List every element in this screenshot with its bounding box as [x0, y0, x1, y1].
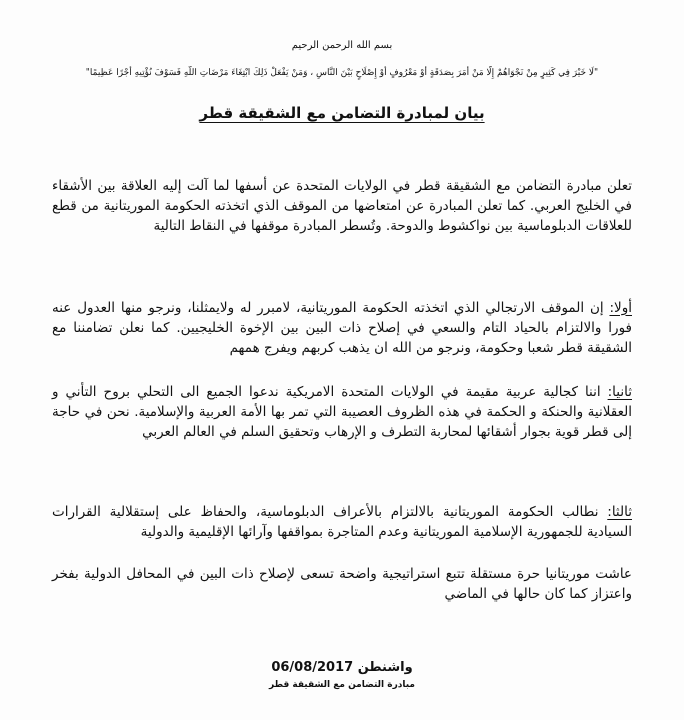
document-title-text: بيان لمبادرة التضامن مع الشقيقة قطر: [199, 104, 485, 122]
place-and-date: واشنطن 06/08/2017: [271, 660, 413, 675]
basmala: بسم الله الرحمن الرحيم: [291, 40, 393, 51]
point-second-label: ثانيا:: [607, 383, 632, 400]
point-second-text: اننا كجالية عربية مقيمة في الولايات المتحدة الامريكية ندعوا الجميع الى التحلي بروح التأني و العقلانية والحنكة و الحكمة في هذه الظروف العصيبة التي تمر بها الأمة العربية والإسلامية. نحن في حاجة إلى قطر قوية بجوار أشقائها لمحاربة التطرف و الإرهاب وتحقيق السلم في العالم العربي: [52, 383, 632, 440]
point-first: [52, 298, 632, 358]
closing-paragraph: عاشت موريتانيا حرة مستقلة تتبع استراتيجية واضحة تسعى لإصلاح ذات البين في المحافل الدولية بفخر واعتزاز كما كان حالها في الماضي: [52, 565, 632, 602]
point-third-text: نطالب الحكومة الموريتانية بالالتزام بالأعراف الدبلوماسية، والحفاظ على إستقلالية القرارات السيادية للجمهورية الإسلامية الموريتانية وعدم المتاجرة بمواقفها وآرائها الإقليمية والدولية: [52, 503, 632, 540]
point-third-label: ثالثا:: [607, 503, 632, 520]
point-first-label: أولا:: [609, 299, 632, 316]
document-title: [0, 104, 684, 122]
point-second: [52, 382, 632, 442]
point-third: [52, 502, 632, 542]
intro-paragraph: تعلن مبادرة التضامن مع الشقيقة قطر في الولايات المتحدة عن أسفها لما آلت إليه العلاقة بين الأشقاء في الخليج العربي. كما تعلن المبادرة عن امتعاضها من الموقف الذي اتخذته الحكومة الموريتانية من قطع للعلاقات الدبلوماسية بين نواكشوط والدوحة. وتُسطر المبادرة موقفها في النقاط التالية: [52, 177, 632, 234]
hadith-quote: "لَا خَيْرَ فِي كَثِيرٍ مِنْ نَجْوَاهُمْ إِلَّا مَنْ أَمَرَ بِصَدَقَةٍ أَوْ مَعْرُوفٍ أَوْ إِصْلَاحٍ بَيْنَ النَّاسِ ، وَمَنْ يَفْعَلْ ذَلِكَ ابْتِغَاءَ مَرْضَاتِ اللَّهِ فَسَوْفَ نُؤْتِيهِ أَجْرًا عَظِيمًا": [85, 68, 599, 78]
point-first-text: إن الموقف الارتجالي الذي اتخذته الحكومة الموريتانية، لامبرر له ولايمثلنا، ونرجو منها العدول عنه فورا والالتزام بالحياد التام والسعي في إصلاح ذات البين بين الإخوة الخليجيين. كما نعلن تضامننا مع الشقيقة قطر شعبا وحكومة، ونرجو من الله ان يذهب كربهم ويفرج همهم: [52, 299, 632, 356]
signing-organization: مبادرة التضامن مع الشقيقة قطر: [268, 680, 416, 690]
